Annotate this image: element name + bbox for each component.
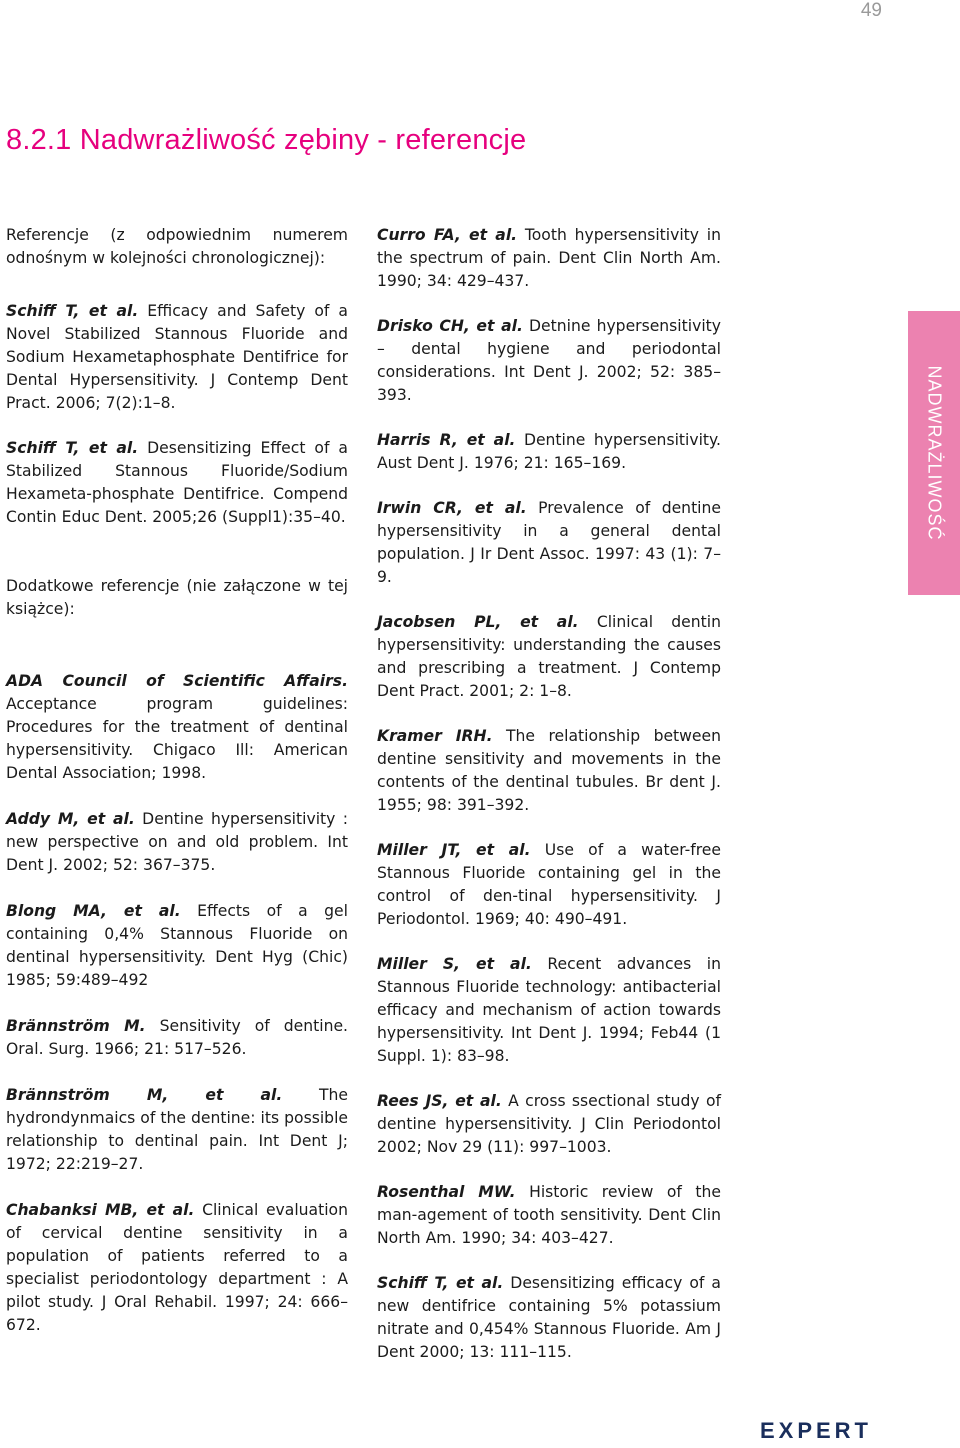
reference-entry — [377, 839, 721, 931]
reference-text: Recent advances in Stannous Fluoride technology: antibacterial efficacy and mechanism of action towards hypersensitivity. Int Dent J. 1994; Feb44 (1 Suppl. 1): 83–98. — [377, 955, 721, 1065]
reference-entry — [377, 725, 721, 817]
reference-author: Schiff T, et al. — [6, 439, 139, 457]
reference-text: Clinical evaluation of cervical dentine sensitivity in a population of patients referred to a specialist periodontology department : A pilot study. J Oral Rehabil. 1997; 24: 666–672. — [6, 1201, 348, 1334]
page-number: 49 — [860, 0, 882, 21]
reference-entry — [6, 1084, 348, 1176]
reference-entry — [377, 315, 721, 407]
reference-text: Desensitizing Effect of a Stabilized Stannous Fluoride/Sodium Hexameta-phosphate Dentifrice. Compend Contin Educ Dent. 2005;26 (Suppl1):35–40. — [6, 439, 348, 526]
reference-entry — [377, 497, 721, 589]
reference-text: Use of a water-free Stannous Fluoride containing gel in the control of den-tinal hypersensitivity. J Periodontol. 1969; 40: 490–491. — [377, 841, 721, 928]
reference-text: Dentine hypersensitivity : new perspective on and old problem. Int Dent J. 2002; 52: 367–375. — [6, 810, 348, 874]
reference-author: Chabanksi MB, et al. — [6, 1201, 195, 1219]
reference-author: Curro FA, et al. — [377, 226, 518, 244]
reference-text: Acceptance program guidelines: Procedures for the treatment of dentinal hypersensitivity. Chigaco Ill: American Dental Association; 1998. — [6, 695, 348, 782]
reference-text: Historic review of the man-agement of tooth sensitivity. Dent Clin North Am. 1990; 34: 403–427. — [377, 1183, 721, 1247]
reference-entry — [6, 300, 348, 415]
reference-text: Effects of a gel containing 0,4% Stannous Fluoride on dentinal hypersensitivity. Dent Hyg (Chic) 1985; 59:489–492 — [6, 902, 348, 989]
reference-author: Kramer IRH. — [377, 727, 493, 745]
reference-entry — [6, 670, 348, 785]
reference-author: Drisko CH, et al. — [377, 317, 523, 335]
brand-logo-text: EXPERT — [759, 1418, 872, 1443]
reference-author: Schiff T, et al. — [6, 302, 139, 320]
reference-author: Jacobsen PL, et al. — [377, 613, 579, 631]
reference-author: Addy M, et al. — [6, 810, 135, 828]
reference-text: Efficacy and Safety of a Novel Stabilized Stannous Fluoride and Sodium Hexametaphosphate Dentifrice for Dental Hypersensitivity. J Contemp Dent Pract. 2006; 7(2):1–8. — [6, 302, 348, 412]
reference-author: Rosenthal MW. — [377, 1183, 516, 1201]
reference-text: Dentine hypersensitivity. Aust Dent J. 1976; 21: 165–169. — [377, 431, 721, 472]
left-column — [6, 224, 348, 1337]
reference-author: Rees JS, et al. — [377, 1092, 502, 1110]
reference-entry — [377, 1181, 721, 1250]
reference-author: Miller JT, et al. — [377, 841, 531, 859]
reference-entry — [377, 611, 721, 703]
reference-entry — [6, 900, 348, 992]
reference-text: The relationship between dentine sensitivity and movements in the contents of the dentinal tubules. Br dent J. 1955; 98: 391–392. — [377, 727, 721, 814]
reference-entry — [377, 1090, 721, 1159]
reference-author: ADA Council of Scientific Affairs. — [6, 672, 348, 690]
reference-author: Blong MA, et al. — [6, 902, 181, 920]
reference-text: Desensitizing efficacy of a new dentifrice containing 5% potassium nitrate and 0,454% Stannous Fluoride. Am J Dent 2000; 13: 111–115. — [377, 1274, 721, 1361]
reference-author: Brännström M. — [6, 1017, 146, 1035]
side-tab-label: NADWRAŻLIWOŚĆ — [924, 365, 945, 541]
reference-entry — [377, 429, 721, 475]
reference-author: Harris R, et al. — [377, 431, 516, 449]
reference-author: Schiff T, et al. — [377, 1274, 504, 1292]
reference-entry — [377, 1272, 721, 1364]
reference-author: Miller S, et al. — [377, 955, 532, 973]
reference-text: A cross ssectional study of dentine hypersensitivity. J Clin Periodontol 2002; Nov 29 (11): 997–1003. — [377, 1092, 721, 1156]
page-title: 8.2.1 Nadwrażliwość zębiny - referencje — [6, 124, 527, 156]
section-side-tab — [908, 311, 960, 595]
reference-text: Tooth hypersensitivity in the spectrum of pain. Dent Clin North Am. 1990; 34: 429–437. — [377, 226, 722, 290]
reference-text: The hydrondynmaics of the dentine: its possible relationship to dentinal pain. Int Dent J; 1972; 22:219–27. — [6, 1086, 348, 1173]
additional-references-heading: Dodatkowe referencje (nie załączone w tej książce): — [6, 577, 348, 618]
right-column — [377, 224, 721, 1364]
reference-text: Sensitivity of dentine. Oral. Surg. 1966; 21: 517–526. — [6, 1017, 349, 1058]
reference-entry — [6, 808, 348, 877]
reference-entry — [6, 1199, 348, 1337]
reference-author: Irwin CR, et al. — [377, 499, 527, 517]
reference-entry — [377, 224, 721, 293]
reference-entry — [6, 1015, 348, 1061]
reference-text: Detnine hypersensitivity – dental hygiene and periodontal considerations. Int Dent J. 2002; 52: 385–393. — [377, 317, 721, 404]
reference-text: Prevalence of dentine hypersensitivity in a general dental population. J Ir Dent Assoc. 1997: 43 (1): 7–9. — [377, 499, 721, 586]
references-intro: Referencje (z odpowiednim numerem odnośnym w kolejności chronologicznej): — [6, 226, 348, 267]
reference-text: Clinical dentin hypersensitivity: understanding the causes and prescribing a treatment. J Contemp Dent Pract. 2001; 2: 1–8. — [377, 613, 721, 700]
reference-author: Brännström M, et al. — [6, 1086, 283, 1104]
reference-entry — [6, 437, 348, 529]
reference-entry — [377, 953, 721, 1068]
